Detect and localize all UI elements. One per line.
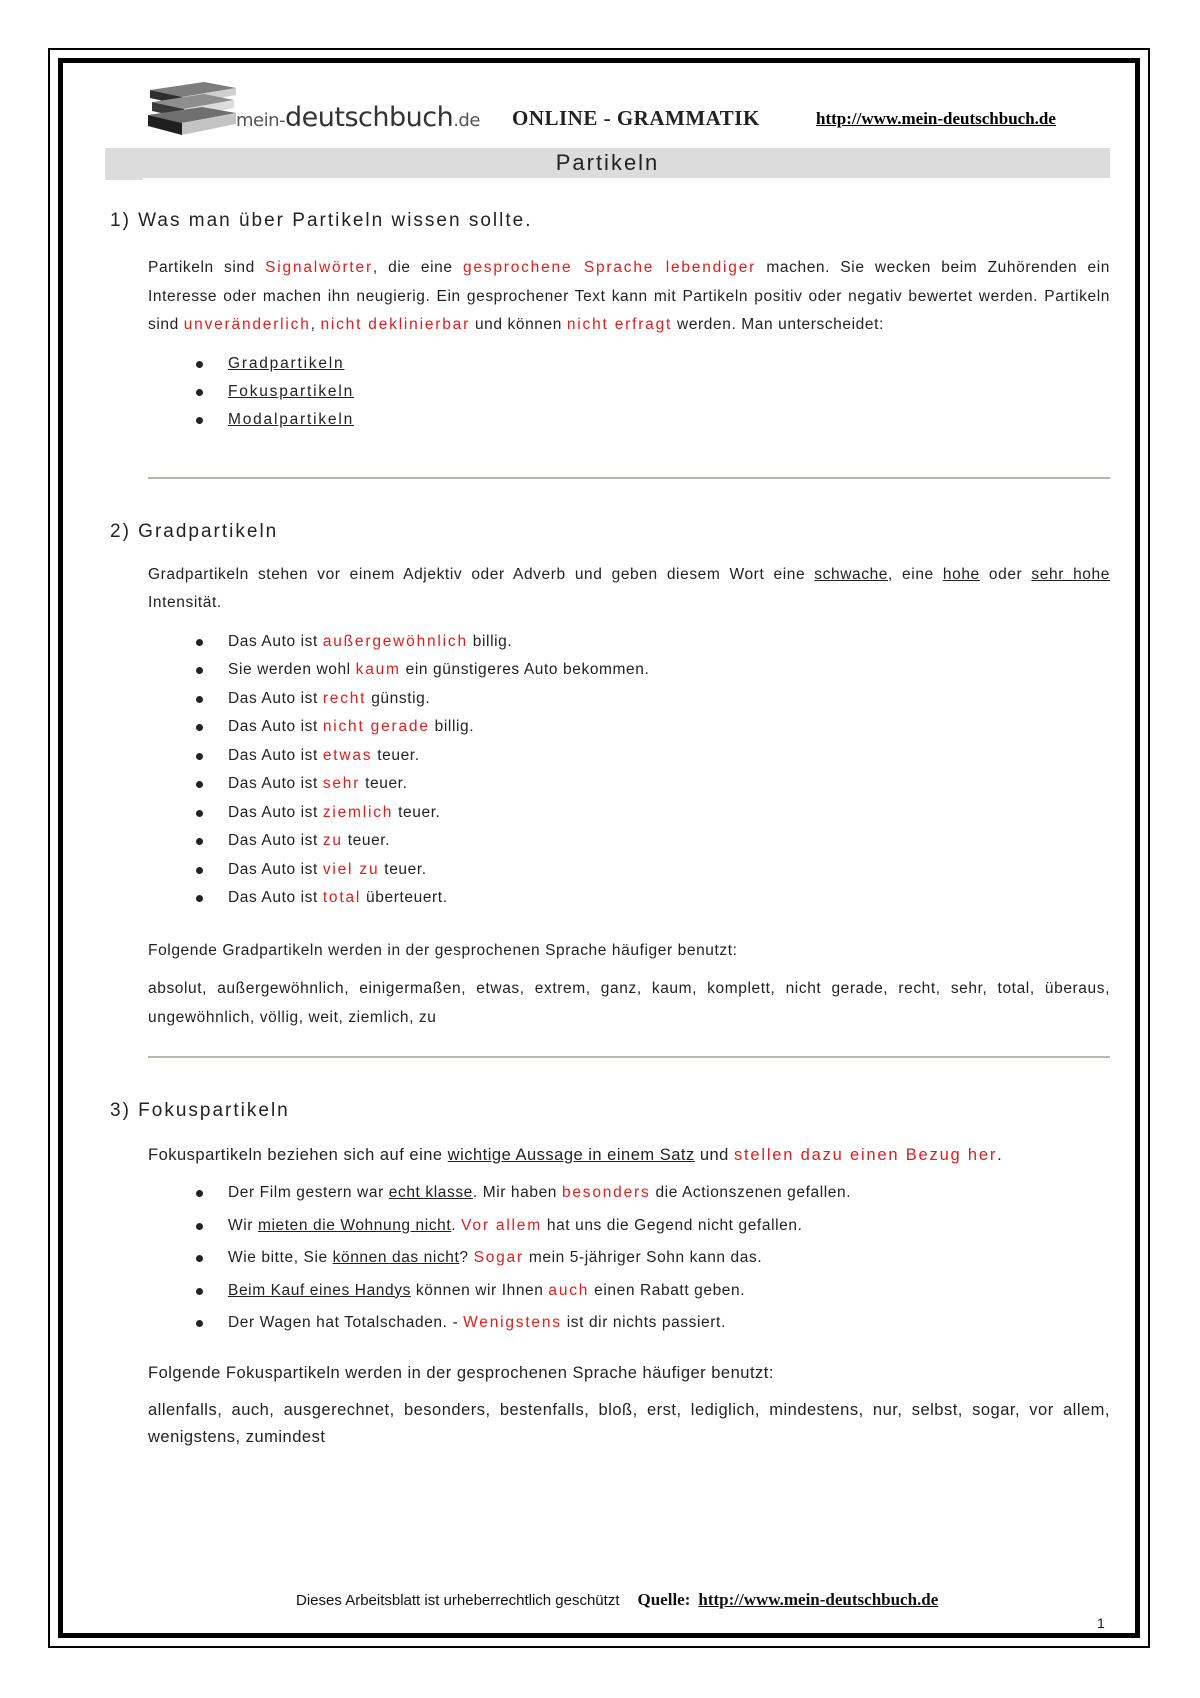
page-number: 1	[1097, 1615, 1105, 1631]
highlight: Signalwörter	[265, 259, 373, 276]
list-item	[190, 770, 1110, 799]
highlight: nicht deklinierbar	[320, 316, 471, 333]
text: Gradpartikeln stehen vor einem Adjektiv oder Adverb und geben diesem Wort eine	[148, 565, 815, 583]
logo-main: deutschbuch	[285, 102, 454, 133]
gradpartikeln-frequent-list: absolut, außergewöhnlich, einigermaßen, etwas, extrem, ganz, kaum, komplett, nicht gerade, recht, sehr, total, überaus, ungewöhnlich, völlig, weit, ziemlich, zu	[148, 980, 1110, 1026]
page-header	[146, 76, 1086, 140]
text: Das Auto ist	[228, 718, 323, 735]
text: billig.	[429, 718, 475, 735]
list-item	[190, 827, 1110, 856]
fokuspartikeln-examples	[190, 1177, 1110, 1340]
text: einen Rabatt geben.	[589, 1281, 746, 1299]
highlight: unveränderlich	[183, 316, 311, 333]
text: und können	[470, 316, 567, 333]
underlined-text: können das nicht	[332, 1249, 460, 1266]
highlight: nicht erfragt	[566, 316, 673, 333]
text: oder	[979, 565, 1032, 583]
text: teuer.	[379, 860, 427, 878]
text: .	[997, 1146, 1003, 1164]
text: Wir	[228, 1216, 258, 1234]
logo-tld: .de	[453, 110, 480, 131]
link-gradpartikeln[interactable]: Gradpartikeln	[228, 354, 345, 372]
text: Das Auto ist	[228, 832, 323, 849]
text: Das Auto ist	[228, 860, 323, 878]
highlight: besonders	[561, 1184, 651, 1201]
text: Das Auto ist	[228, 746, 323, 764]
highlight: außergewöhnlich	[322, 632, 468, 650]
text: Partikeln sind	[148, 259, 266, 276]
highlight: stellen dazu einen Bezug her	[733, 1146, 998, 1164]
footer-url-link[interactable]: http://www.mein-deutschbuch.de	[698, 1590, 939, 1609]
text: ?	[459, 1249, 474, 1266]
online-grammatik-label: ONLINE - GRAMMATIK	[512, 106, 760, 130]
text: teuer.	[360, 775, 408, 792]
list-item	[190, 1177, 1110, 1210]
text: Fokuspartikeln beziehen sich auf eine	[148, 1146, 448, 1164]
text: Das Auto ist	[228, 775, 323, 792]
text: Wie bitte, Sie	[228, 1249, 333, 1266]
highlight: recht	[322, 689, 367, 707]
list-item	[190, 685, 1110, 714]
text: billig.	[467, 632, 513, 650]
fokuspartikeln-frequent-list: allenfalls, auch, ausgerechnet, besonders, bestenfalls, bloß, erst, lediglich, mindestens, nur, selbst, sogar, vor allem, wenigstens, zumindest	[148, 1400, 1110, 1446]
section-3-heading: 3) Fokuspartikeln	[110, 1100, 290, 1121]
section-2-intro	[148, 561, 1110, 618]
page-title: Partikeln	[105, 148, 1110, 178]
text: die Actionszenen gefallen.	[650, 1184, 852, 1201]
underlined-text: schwache	[814, 565, 889, 583]
text: machen. Sie wecken beim Zuhörenden ein Interesse oder machen ihn neugierig. Ein gesprochener Text kann mit Partikeln positiv oder negativ bewertet werden. Partikeln sind	[148, 259, 1110, 333]
text: Das Auto ist	[228, 689, 323, 707]
underlined-text: mieten die Wohnung nicht	[257, 1216, 452, 1234]
highlight: total	[322, 889, 362, 906]
section-1-heading: 1) Was man über Partikeln wissen sollte.	[110, 210, 533, 231]
list-item	[190, 406, 1110, 434]
highlight: Sogar	[473, 1249, 524, 1266]
underlined-text: sehr hohe	[1031, 565, 1110, 583]
text: können wir Ihnen	[410, 1281, 549, 1299]
highlight: viel zu	[322, 860, 380, 878]
text: ,	[310, 316, 321, 333]
list-item	[190, 656, 1110, 685]
highlight: Wenigstens	[463, 1314, 562, 1331]
underlined-text: hohe	[942, 565, 980, 583]
text: überteuert.	[361, 889, 448, 906]
highlight: etwas	[322, 746, 373, 764]
header-url-link[interactable]: http://www.mein-deutschbuch.de	[816, 109, 1056, 128]
text: teuer.	[342, 832, 391, 849]
highlight: nicht gerade	[322, 718, 430, 735]
list-item	[190, 1242, 1110, 1275]
list-item	[190, 856, 1110, 885]
site-logo[interactable]	[146, 76, 496, 140]
text: Intensität.	[148, 594, 222, 611]
list-item	[190, 1210, 1110, 1243]
underlined-text: wichtige Aussage in einem Satz	[447, 1146, 695, 1164]
source-label: Quelle:	[637, 1590, 691, 1609]
highlight: kaum	[355, 661, 401, 678]
text: hat uns die Gegend nicht gefallen.	[541, 1216, 803, 1234]
list-item	[190, 799, 1110, 828]
text: und	[694, 1146, 734, 1164]
text: , die eine	[372, 259, 463, 276]
highlight: gesprochene Sprache lebendiger	[462, 259, 757, 276]
logo-wordmark	[236, 102, 480, 133]
text: werden. Man unterscheidet:	[672, 316, 884, 333]
text: Sie werden wohl	[228, 661, 356, 678]
section-1-intro	[148, 254, 1110, 340]
highlight: auch	[548, 1281, 590, 1299]
text: ein günstigeres Auto bekommen.	[400, 661, 650, 678]
text: , eine	[888, 565, 943, 583]
text: günstig.	[366, 689, 431, 707]
highlight: ziemlich	[322, 803, 394, 821]
list-item	[190, 713, 1110, 742]
text: teuer.	[372, 746, 420, 764]
text: Der Film gestern war	[228, 1184, 389, 1201]
highlight: sehr	[322, 775, 361, 792]
books-logo-icon	[146, 80, 238, 138]
highlight: zu	[322, 832, 343, 849]
text: Der Wagen hat Totalschaden. -	[228, 1314, 464, 1331]
highlight: Vor allem	[461, 1216, 542, 1234]
text: .	[451, 1216, 462, 1234]
list-item	[190, 1275, 1110, 1308]
copyright-notice: Dieses Arbeitsblatt ist urheberrechtlich geschützt	[296, 1592, 620, 1609]
section-2-heading: 2) Gradpartikeln	[110, 520, 279, 542]
list-item	[190, 1307, 1110, 1340]
text: Das Auto ist	[228, 803, 323, 821]
section-3-intro	[148, 1142, 1110, 1169]
list-item	[190, 884, 1110, 913]
fokuspartikeln-frequent-intro: Folgende Fokuspartikeln werden in der gesprochenen Sprache häufiger benutzt:	[148, 1363, 774, 1382]
logo-prefix: mein-	[236, 110, 286, 131]
main-content	[110, 210, 1110, 1451]
text: ist dir nichts passiert.	[561, 1314, 726, 1331]
text: teuer.	[393, 803, 441, 821]
text: Das Auto ist	[228, 889, 323, 906]
underlined-text: Beim Kauf eines Handys	[228, 1281, 411, 1299]
gradpartikeln-examples	[190, 628, 1110, 913]
text: . Mir haben	[472, 1184, 562, 1201]
list-item	[190, 378, 1110, 406]
page-footer	[296, 1590, 938, 1610]
underlined-text: echt klasse	[388, 1184, 473, 1201]
link-modalpartikeln[interactable]: Modalpartikeln	[228, 410, 355, 428]
particle-type-links	[190, 350, 1110, 434]
text: mein 5-jähriger Sohn kann das.	[523, 1249, 763, 1266]
list-item	[190, 742, 1110, 771]
list-item	[190, 350, 1110, 378]
section-divider	[148, 477, 1110, 479]
list-item	[190, 628, 1110, 657]
text: Das Auto ist	[228, 632, 323, 650]
section-divider	[148, 1056, 1110, 1058]
link-fokuspartikeln[interactable]: Fokuspartikeln	[228, 382, 354, 400]
gradpartikeln-frequent-intro: Folgende Gradpartikeln werden in der gesprochenen Sprache häufiger benutzt:	[148, 941, 738, 959]
